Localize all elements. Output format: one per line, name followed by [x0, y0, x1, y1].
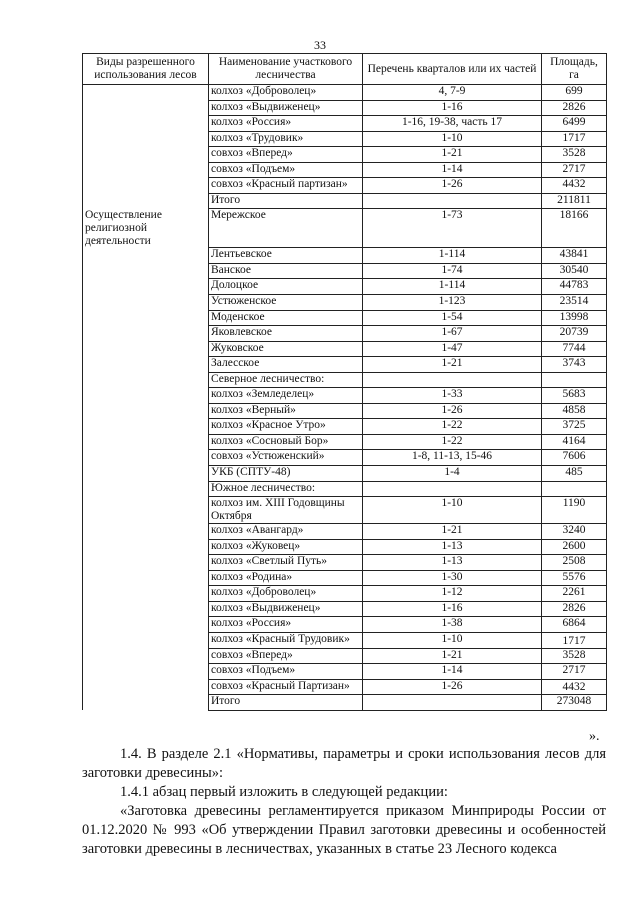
- area-cell: [542, 481, 607, 497]
- quarters-cell: 1-21: [363, 147, 542, 163]
- use-cell: [83, 326, 209, 342]
- table-row: [83, 116, 607, 132]
- forestry-name-cell: колхоз «Россия»: [209, 617, 363, 633]
- forestry-name-cell: колхоз «Красный Трудовик»: [209, 632, 363, 648]
- table-row: [83, 310, 607, 326]
- forestry-name-cell: Лентьевское: [209, 248, 363, 264]
- table-row: [83, 450, 607, 466]
- area-cell: 2717: [542, 664, 607, 680]
- header-name: Наименование участкового лесничества: [209, 54, 363, 85]
- table-row: [83, 539, 607, 555]
- area-cell: 1717: [542, 632, 607, 648]
- area-cell: 4858: [542, 403, 607, 419]
- quarters-cell: 1-26: [363, 403, 542, 419]
- use-cell: [83, 555, 209, 571]
- area-cell: 5683: [542, 388, 607, 404]
- use-cell: [83, 466, 209, 482]
- use-cell: [83, 434, 209, 450]
- table-row: [83, 419, 607, 435]
- use-cell: [83, 162, 209, 178]
- table-row: [83, 403, 607, 419]
- quarters-cell: 1-114: [363, 248, 542, 264]
- area-cell: 3528: [542, 147, 607, 163]
- forestry-name-cell: колхоз «Авангард»: [209, 524, 363, 540]
- area-cell: 2600: [542, 539, 607, 555]
- quarters-cell: 1-16, 19-38, часть 17: [363, 116, 542, 132]
- use-cell: [83, 263, 209, 279]
- area-cell: 6864: [542, 617, 607, 633]
- forestry-name-cell: Долоцкое: [209, 279, 363, 295]
- forestry-name-cell: Южное лесничество:: [209, 481, 363, 497]
- table-row: [83, 178, 607, 194]
- use-cell: [83, 617, 209, 633]
- forestry-name-cell: колхоз «Доброволец»: [209, 85, 363, 101]
- table-row: [83, 555, 607, 571]
- paragraph-quote: «Заготовка древесины регламентируется приказом Минприроды России от 01.12.2020 № 993 «Об утверждении Правил заготовки древесины и особенностей заготовки древесины в лесничествах, указанных в статье 23 Лесного кодекса: [82, 803, 606, 857]
- forestry-name-cell: совхоз «Красный Партизан»: [209, 679, 363, 695]
- quarters-cell: 1-10: [363, 131, 542, 147]
- table-row: [83, 601, 607, 617]
- table-row: [83, 664, 607, 680]
- forestry-name-cell: совхоз «Вперед»: [209, 648, 363, 664]
- quarters-cell: [363, 372, 542, 388]
- table-row: [83, 434, 607, 450]
- area-cell: 4432: [542, 679, 607, 695]
- use-cell: [83, 357, 209, 373]
- table-row: [83, 193, 607, 209]
- forestry-name-cell: Жуковское: [209, 341, 363, 357]
- paragraph-1-4-1: 1.4.1 абзац первый изложить в следующей редакции:: [120, 784, 448, 800]
- area-cell: 2826: [542, 601, 607, 617]
- forestry-name-cell: Залесское: [209, 357, 363, 373]
- use-cell: [83, 341, 209, 357]
- forestry-name-cell: Мережское: [209, 209, 363, 248]
- quarters-cell: 1-4: [363, 466, 542, 482]
- use-cell: [83, 679, 209, 695]
- table-row: [83, 648, 607, 664]
- forestry-name-cell: колхоз «Сосновый Бор»: [209, 434, 363, 450]
- area-cell: 13998: [542, 310, 607, 326]
- header-use: Виды разрешенного использования лесов: [83, 54, 209, 85]
- area-cell: 7606: [542, 450, 607, 466]
- area-cell: 273048: [542, 695, 607, 711]
- use-cell: [83, 664, 209, 680]
- use-cell: [83, 116, 209, 132]
- table-row: [83, 586, 607, 602]
- table-row: [83, 570, 607, 586]
- quarters-cell: [363, 193, 542, 209]
- use-cell: [83, 632, 209, 648]
- quarters-cell: 1-16: [363, 601, 542, 617]
- use-cell: [83, 310, 209, 326]
- table-row: [83, 131, 607, 147]
- quarters-cell: 1-14: [363, 162, 542, 178]
- forestry-name-cell: Устюженское: [209, 295, 363, 311]
- forestry-name-cell: колхоз «Светлый Путь»: [209, 555, 363, 571]
- area-cell: 7744: [542, 341, 607, 357]
- area-cell: 44783: [542, 279, 607, 295]
- quarters-cell: 1-114: [363, 279, 542, 295]
- area-cell: 3240: [542, 524, 607, 540]
- forestry-name-cell: совхоз «Вперед»: [209, 147, 363, 163]
- forestry-name-cell: совхоз «Подъем»: [209, 664, 363, 680]
- forestry-name-cell: колхоз «Выдвиженец»: [209, 100, 363, 116]
- table-row: [83, 263, 607, 279]
- quarters-cell: 1-73: [363, 209, 542, 248]
- quarters-cell: 1-26: [363, 178, 542, 194]
- header-quarters: Перечень кварталов или их частей: [363, 54, 542, 85]
- quarters-cell: 1-13: [363, 539, 542, 555]
- table-row: [83, 632, 607, 648]
- use-cell: [83, 85, 209, 101]
- forestry-name-cell: колхоз «Верный»: [209, 403, 363, 419]
- table-row: [83, 481, 607, 497]
- forestry-name-cell: колхоз «Выдвиженец»: [209, 601, 363, 617]
- forestry-name-cell: совхоз «Устюженский»: [209, 450, 363, 466]
- forestry-name-cell: Итого: [209, 695, 363, 711]
- use-cell: [83, 388, 209, 404]
- forestry-name-cell: совхоз «Подъем»: [209, 162, 363, 178]
- quarters-cell: 1-13: [363, 555, 542, 571]
- area-cell: 43841: [542, 248, 607, 264]
- closing-quote: ».: [589, 729, 600, 744]
- quarters-cell: 1-10: [363, 497, 542, 524]
- forestry-name-cell: колхоз «Доброволец»: [209, 586, 363, 602]
- area-cell: 5576: [542, 570, 607, 586]
- use-cell: [83, 539, 209, 555]
- use-cell: [83, 295, 209, 311]
- use-cell: [83, 570, 209, 586]
- forestry-name-cell: Моденское: [209, 310, 363, 326]
- area-cell: 1190: [542, 497, 607, 524]
- use-cell: [83, 586, 209, 602]
- use-cell: [83, 601, 209, 617]
- use-cell: [83, 695, 209, 711]
- table-row: [83, 85, 607, 101]
- forestry-name-cell: колхоз «Жуковец»: [209, 539, 363, 555]
- forestry-name-cell: Итого: [209, 193, 363, 209]
- area-cell: 18166: [542, 209, 607, 248]
- area-cell: 485: [542, 466, 607, 482]
- use-type-cell: Осуществление религиозной деятельности: [83, 209, 209, 248]
- table-row: [83, 295, 607, 311]
- area-cell: 4164: [542, 434, 607, 450]
- area-cell: 3743: [542, 357, 607, 373]
- forestry-name-cell: колхоз «Россия»: [209, 116, 363, 132]
- table-row: [83, 209, 607, 248]
- table-row: [83, 466, 607, 482]
- table-header-row: [83, 54, 607, 85]
- forestry-name-cell: совхоз «Красный партизан»: [209, 178, 363, 194]
- header-area: Площадь, га: [542, 54, 607, 85]
- table-row: [83, 497, 607, 524]
- use-cell: [83, 450, 209, 466]
- use-cell: [83, 419, 209, 435]
- table-row: [83, 524, 607, 540]
- table-row: [83, 147, 607, 163]
- quarters-cell: 1-123: [363, 295, 542, 311]
- quarters-cell: 1-33: [363, 388, 542, 404]
- forest-use-table: [82, 53, 607, 711]
- quarters-cell: 1-12: [363, 586, 542, 602]
- use-cell: [83, 131, 209, 147]
- use-cell: [83, 403, 209, 419]
- quarters-cell: 1-22: [363, 419, 542, 435]
- quarters-cell: [363, 481, 542, 497]
- quarters-cell: 1-21: [363, 357, 542, 373]
- forestry-name-cell: колхоз им. XIII Годовщины Октября: [209, 497, 363, 524]
- table-row: [83, 357, 607, 373]
- table-row: [83, 341, 607, 357]
- use-cell: [83, 248, 209, 264]
- area-cell: 2826: [542, 100, 607, 116]
- quarters-cell: 1-38: [363, 617, 542, 633]
- use-cell: [83, 481, 209, 497]
- area-cell: 23514: [542, 295, 607, 311]
- quarters-cell: 4, 7-9: [363, 85, 542, 101]
- area-cell: 6499: [542, 116, 607, 132]
- table-row: [83, 162, 607, 178]
- forestry-name-cell: УКБ (СПТУ-48): [209, 466, 363, 482]
- use-cell: [83, 497, 209, 524]
- table-row: [83, 372, 607, 388]
- area-cell: 1717: [542, 131, 607, 147]
- quarters-cell: 1-21: [363, 524, 542, 540]
- quarters-cell: 1-22: [363, 434, 542, 450]
- quarters-cell: 1-10: [363, 632, 542, 648]
- use-cell: [83, 648, 209, 664]
- use-cell: [83, 147, 209, 163]
- quarters-cell: 1-8, 11-13, 15-46: [363, 450, 542, 466]
- table-row: [83, 100, 607, 116]
- table-row: [83, 617, 607, 633]
- area-cell: 30540: [542, 263, 607, 279]
- table-row: [83, 326, 607, 342]
- use-cell: [83, 193, 209, 209]
- use-cell: [83, 100, 209, 116]
- area-cell: 699: [542, 85, 607, 101]
- quarters-cell: 1-30: [363, 570, 542, 586]
- forestry-name-cell: Яковлевское: [209, 326, 363, 342]
- use-cell: [83, 372, 209, 388]
- use-cell: [83, 178, 209, 194]
- area-cell: 2508: [542, 555, 607, 571]
- forestry-name-cell: Ванское: [209, 263, 363, 279]
- quarters-cell: [363, 695, 542, 711]
- forestry-name-cell: колхоз «Родина»: [209, 570, 363, 586]
- forestry-name-cell: колхоз «Красное Утро»: [209, 419, 363, 435]
- quarters-cell: 1-67: [363, 326, 542, 342]
- page-number: 33: [314, 38, 326, 52]
- table-body: [83, 85, 607, 711]
- area-cell: 4432: [542, 178, 607, 194]
- area-cell: 20739: [542, 326, 607, 342]
- forestry-name-cell: колхоз «Трудовик»: [209, 131, 363, 147]
- quarters-cell: 1-54: [363, 310, 542, 326]
- table-row: [83, 388, 607, 404]
- area-cell: [542, 372, 607, 388]
- use-cell: [83, 279, 209, 295]
- quarters-cell: 1-21: [363, 648, 542, 664]
- quarters-cell: 1-47: [363, 341, 542, 357]
- area-cell: 211811: [542, 193, 607, 209]
- table-row: [83, 679, 607, 695]
- forestry-name-cell: Северное лесничество:: [209, 372, 363, 388]
- area-cell: 2717: [542, 162, 607, 178]
- area-cell: 3725: [542, 419, 607, 435]
- quarters-cell: 1-14: [363, 664, 542, 680]
- table-row: [83, 695, 607, 711]
- paragraph-1-4: 1.4. В разделе 2.1 «Нормативы, параметры и сроки использования лесов для заготовки древесины»:: [82, 746, 606, 781]
- table-row: [83, 248, 607, 264]
- quarters-cell: 1-26: [363, 679, 542, 695]
- use-cell: [83, 524, 209, 540]
- area-cell: 2261: [542, 586, 607, 602]
- quarters-cell: 1-16: [363, 100, 542, 116]
- forestry-name-cell: колхоз «Земледелец»: [209, 388, 363, 404]
- table-row: [83, 279, 607, 295]
- quarters-cell: 1-74: [363, 263, 542, 279]
- area-cell: 3528: [542, 648, 607, 664]
